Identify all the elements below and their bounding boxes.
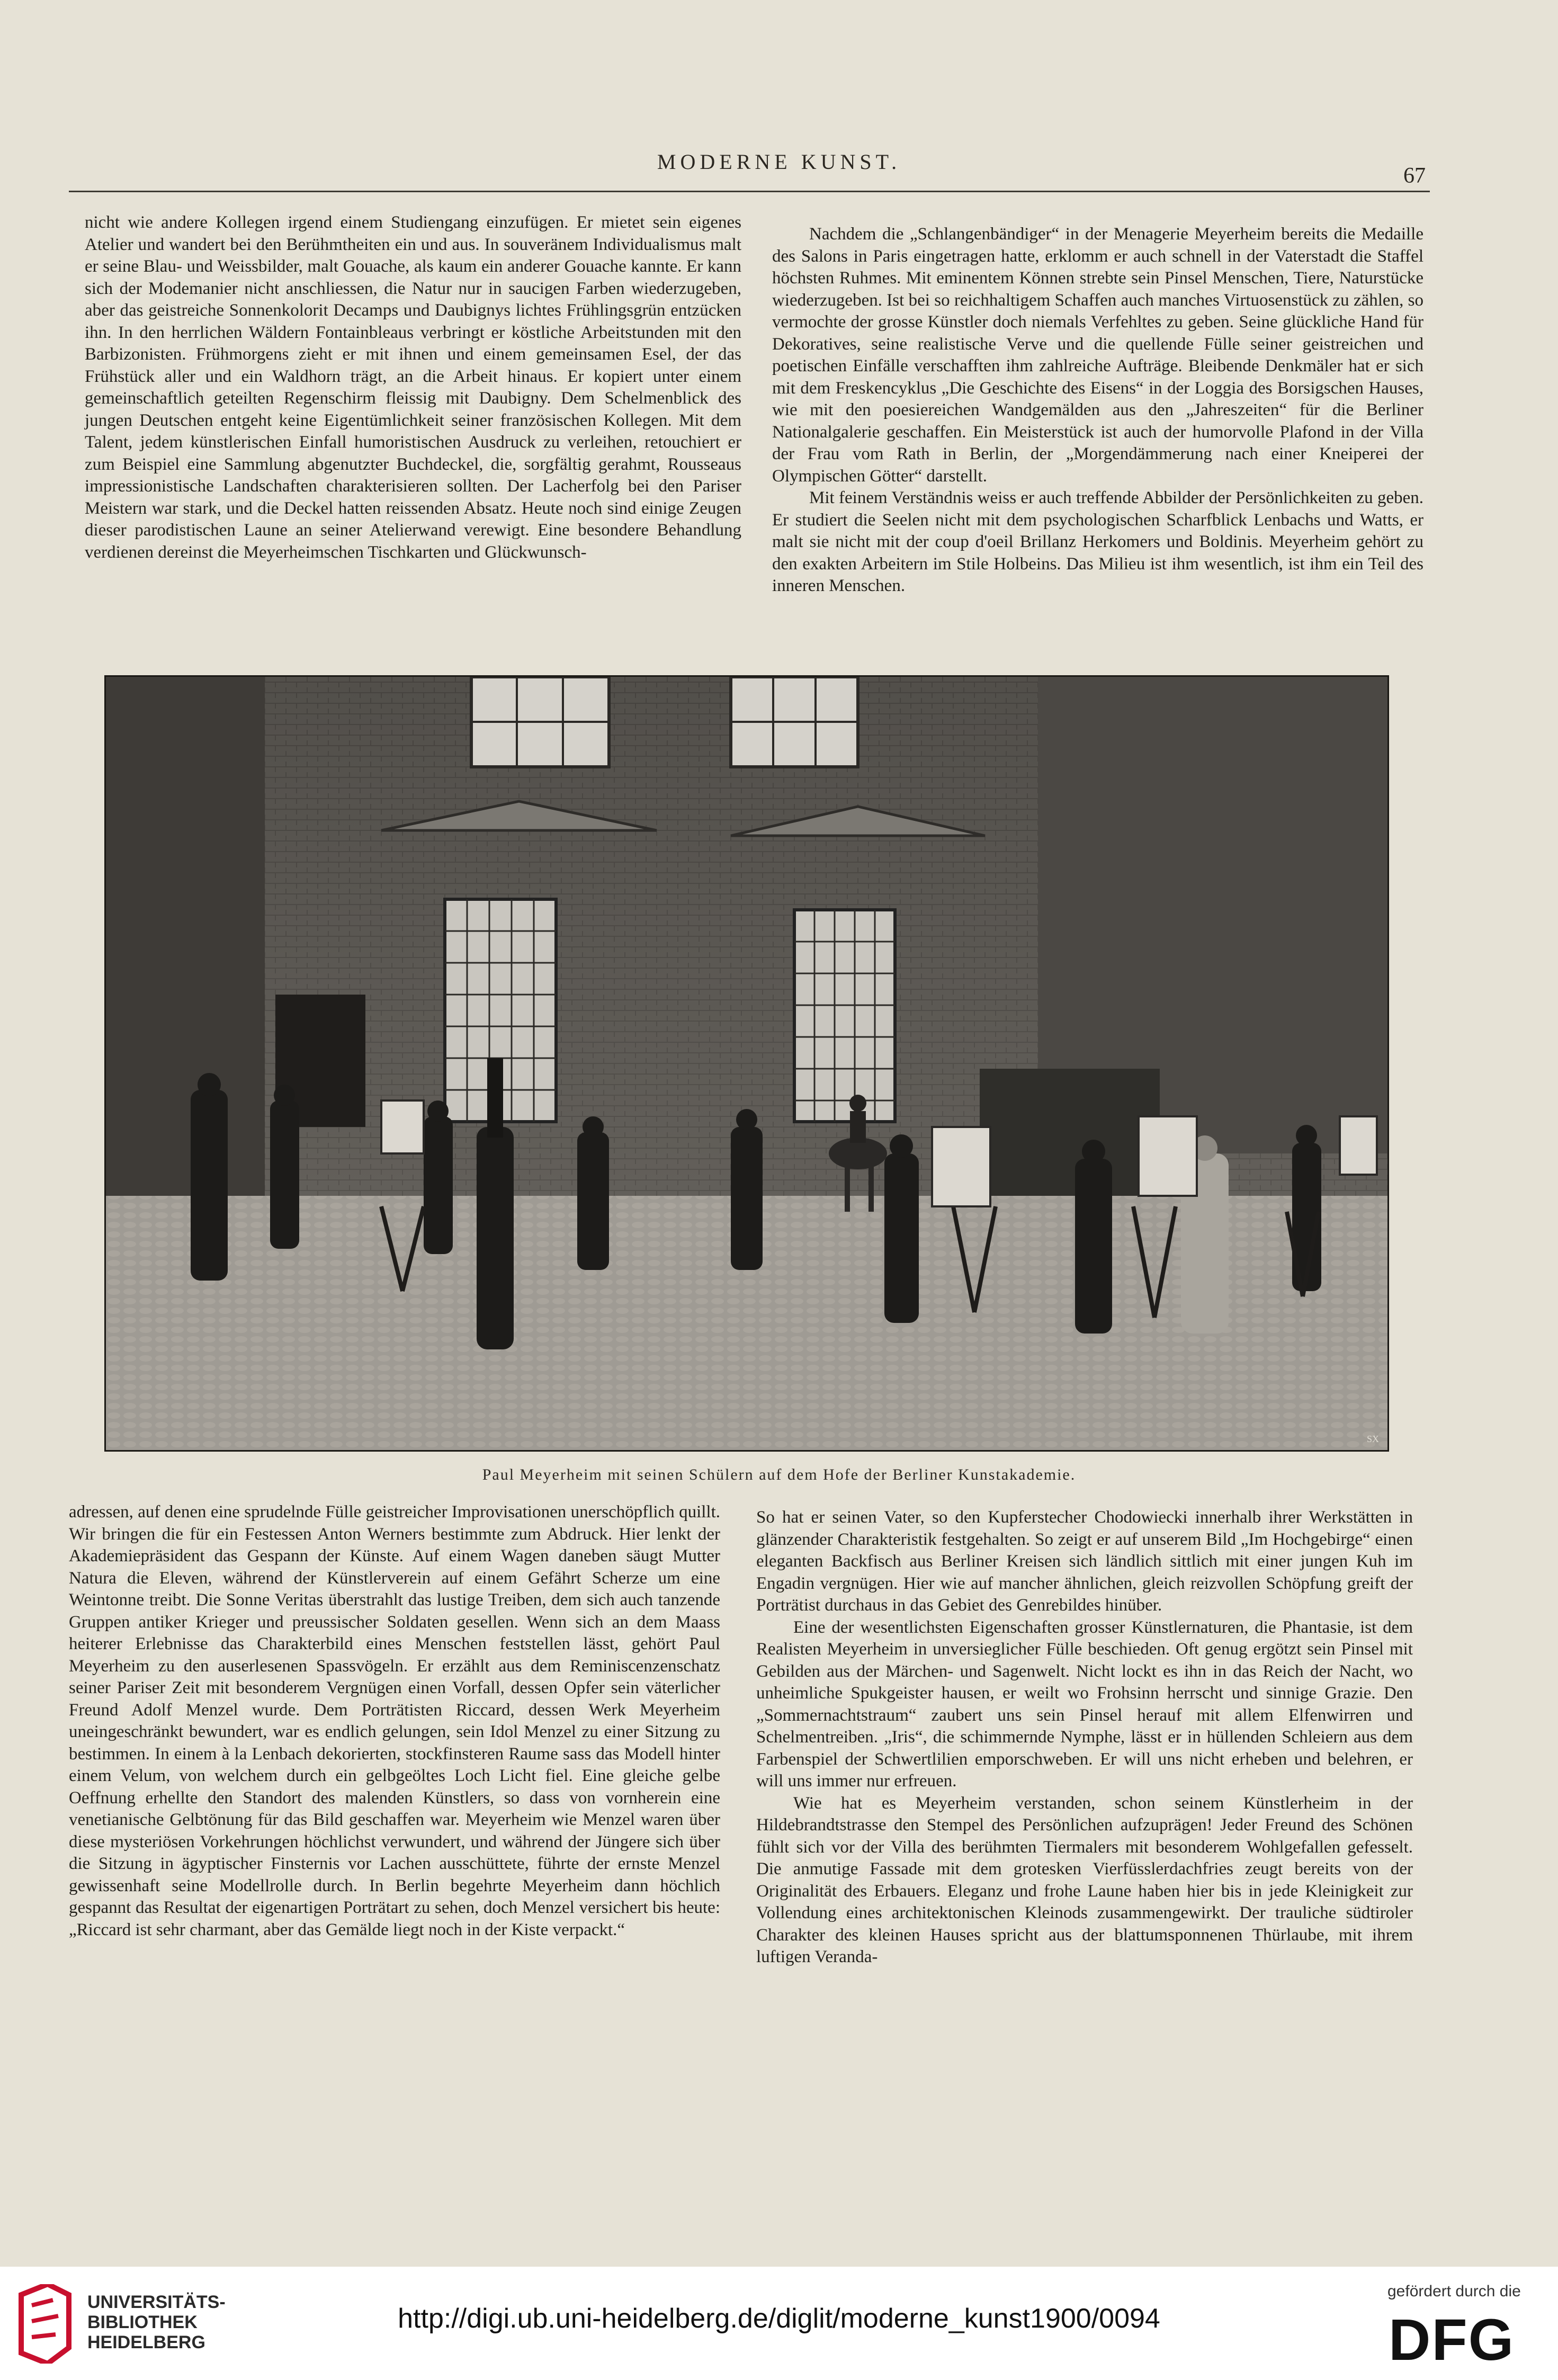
digitization-footer [0,2267,1558,2380]
photo-caption: Paul Meyerheim mit seinen Schülern auf dem Hofe der Berliner Kunstakademie. [482,1466,1076,1483]
paragraph: Wie hat es Meyerheim verstanden, schon seinem Künstlerheim in der Hildebrandtstrasse den Stempel des Persönlichen aufzuprägen! Jeder Freund des Schönen fühlt sich vor der Villa des berühmten Tiermalers mit besonderem Wohlgefallen gefesselt. Die anmutige Fassade mit dem grotesken Vierfüsslerdachfries zeugt bereits von der Originalität des Erbauers. Eleganz und frohe Laune haben hier bis in jede Kleinigkeit zur Vollendung eines architektonischen Kleinods zusammengewirkt. Der trauliche südtiroler Charakter des kleinen Hauses spricht aus der blattumsponnenen Thürlaube, mit ihrem luftigen Veranda- [756,1793,1413,1966]
column-bottom-right [756,1507,1413,1969]
photograph-illustration [106,677,1387,1450]
column-top-left [85,212,741,563]
paragraph: So hat er seinen Vater, so den Kupferstecher Chodowiecki innerhalb ihrer Werkstätten in glänzender Charakteristik festgehalten. So zeigt er auf unserem Bild „Im Hochgebirge“ einen eleganten Backfisch aus Berliner Kreisen sich ländlich sittlich mit einer jungen Kuh im Engadin vergnügen. Hier wie auf mancher ähnlichen, gleich reizvollen Schöpfung greift der Porträtist durchaus in das Gebiet des Genrebildes hinüber. [756,1508,1413,1615]
funding-label: gefördert durch die [1387,2283,1521,2300]
paragraph: nicht wie andere Kollegen irgend einem Studiengang einzufügen. Er mietet sein eigenes Atelier und wandert bei den Berühmtheiten ein und aus. In souveränem Individualismus malt er seine Blau- und Weissbilder, malt Gouache, als kaum ein anderer Gouache kannte. Er kann sich der Modemanier nicht anschliessen, die Natur nur in saucigen Farben wiederzugeben, aber das geistreiche Sonnenkolorit Decamps und Daubignys lichtes Frühlingsgrün entzücken ihn. In den herrlichen Wäldern Fontainbleaus verbringt er köstliche Arbeitstunden mit den Barbizonisten. Frühmorgens zieht er mit ihnen und einem gemeinsamen Esel, der das Frühstück aller und ein Waldhorn trägt, an die Arbeit hinaus. Er kopiert unter einem gemeinschaftlich geteilten Regenschirm fleissig mit Daubigny. Dem Schelmenblick des jungen Deutschen entgeht keine Eigentümlichkeit seiner französischen Kollegen. Mit dem Talent, jedem künstlerischen Einfall humoristischen Ausdruck zu verleihen, retouchiert er zum Beispiel eine Sammlung abgenutzter Buchdeckel, die, sorgfältig gerahmt, Rousseaus impressionistische Landschaften charakterisieren sollten. Der Lacherfolg bei den Pariser Meistern war stark, und die Deckel hatten reissenden Absatz. Heute noch sind einige Zeugen dieser parodistischen Laune an seiner Atelierwand verewigt. Eine besondere Behandlung verdienen dereinst die Meyerheimschen Tischkarten und Glückwunsch- [85,213,741,562]
paragraph: Nachdem die „Schlangenbändiger“ in der Menagerie Meyerheim bereits die Medaille des Salons in Paris eingetragen hatte, erklomm er auch schnell in der Vaterstadt die Staffel höchsten Ruhmes. Mit eminentem Können strebte sein Pinsel Menschen, Tiere, Naturstücke wiederzugeben. Ist bei so reichhaltigem Schaffen auch manches Virtuosenstück zu zählen, so vermochte der grosse Künstler doch niemals Verfehltes zu geben. Seine glückliche Hand für Dekoratives, seine realistische Verve und die quellende Fülle seiner geistreichen und poetischen Einfälle verschafften ihm zahlreiche Aufträge. Bleibende Denkmäler hat er sich mit dem Freskencyklus „Die Geschichte des Eisens“ in der Loggia des Borsigschen Hauses, wie mit den poesiereichen Wandgemälden aus den „Jahreszeiten“ für die Berliner Nationalgalerie geschaffen. Ein Meisterstück ist auch der humorvolle Plafond in der Villa der Frau vom Rath in Berlin, der „Morgendämmerung nach einer Kneiperei der Olympischen Götter“ darstellt. [772,225,1423,486]
page-number: 67 [1403,164,1426,188]
library-name: UNIVERSITÄTS- BIBLIOTHEK HEIDELBERG [87,2292,226,2352]
paragraph: Mit feinem Verständnis weiss er auch treffende Abbilder der Persönlichkeiten zu geben. Er studiert die Seelen nicht mit dem psychologischen Scharfblick Lenbachs und Watts, er malt sie nicht mit der coup d'oeil Brillanz Herkomers und Boldinis. Meyerheim gehört zu den exakten Arbeitern im Stile Holbeins. Das Milieu ist ihm wesentlich, ist ihm ein Teil des inneren Menschen. [772,488,1423,595]
photo-monogram: SX [1366,1434,1379,1444]
header-rule [69,191,1430,192]
paragraph: adressen, auf denen eine sprudelnde Fülle geistreicher Improvisationen unerschöpflich quillt. Wir bringen die für ein Festessen Anton Werners bestimmte zum Abdruck. Hier lenkt der Akademiepräsident das Gespann der Künste. Auf einem Wagen daneben säugt Mutter Natura die Eleven, während der Künstlerverein auf einem Gefährt Scherze um eine Weintonne treibt. Die Sonne Veritas überstrahlt das lustige Treiben, dem sich auch tanzende Gruppen antiker Krieger und preussischer Soldaten gesellen. Wenn sich an dem Maass heiterer Erlebnisse das Charakterbild eines Menschen feststellen lässt, gehört Paul Meyerheim zu den auserlesenen Spassvögeln. Er erzählt aus dem Reminiscenzenschatz seiner Pariser Zeit mit besonderem Vergnügen einen Vorfall, dessen Opfer sein väterlicher Freund Adolf Menzel wurde. Dem Porträtisten Riccard, dessen Werk Meyerheim uneingeschränkt bewundert, war es endlich gelungen, sein Idol Menzel zu einer Sitzung zu bestimmen. In einem à la Lenbach dekorierten, stockfinsteren Raume sass das Modell hinter einem Velum, von welchem durch ein gelbgeöltes Loch Licht fiel. Eine gleiche gelbe Oeffnung erhellte den Standort des malenden Künstlers, so dass von vornherein eine venetianische Gelbtönung für das Bild geschaffen war. Meyerheim wie Menzel waren über diese mysteriösen Vorkehrungen höchlichst verwundert, und während der Jüngere sich über die Sitzung in ägyptischer Finsternis vor Lachen ausschüttete, führte der ernste Menzel gewissenhaft seine Modellrolle durch. In Berlin begehrte Meyerheim dann höchlich gespannt das Resultat der eigenartigen Porträtart zu sehen, doch Menzel versichert bis heute: „Riccard ist sehr charmant, aber das Gemälde liegt noch in der Kiste verpackt.“ [69,1502,720,1939]
courtyard-photograph [104,675,1389,1452]
running-title: MODERNE KUNST. [657,150,901,174]
permalink-url[interactable]: http://digi.ub.uni-heidelberg.de/diglit/moderne_kunst1900/0094 [398,2303,1160,2334]
column-bottom-left [69,1501,720,1941]
paragraph: Eine der wesentlichsten Eigenschaften grosser Künstlernaturen, die Phantasie, ist dem Realisten Meyerheim in unversieglicher Fülle beschieden. Oft genug ergötzt sein Pinsel mit Gebilden aus der Märchen- und Sagenwelt. Nicht lockt es ihn in das Reich der Nacht, wo unheimliche Spukgeister hausen, er weilt wo Frohsinn herrscht und sinnige Grazie. Den „Sommernachtstraum“ zaubert uns sein Pinsel herauf mit allem Elfenwirren und Schelmentreiben. „Iris“, die schimmernde Nymphe, lässt er in hüllenden Schleiern aus dem Farbenspiel der Schwertlilien emporschweben. Er will uns nicht erheben und belehren, er will uns immer nur erfreuen. [756,1617,1413,1791]
column-top-right [772,223,1423,597]
dfg-logo[interactable]: DFG [1389,2307,1515,2373]
